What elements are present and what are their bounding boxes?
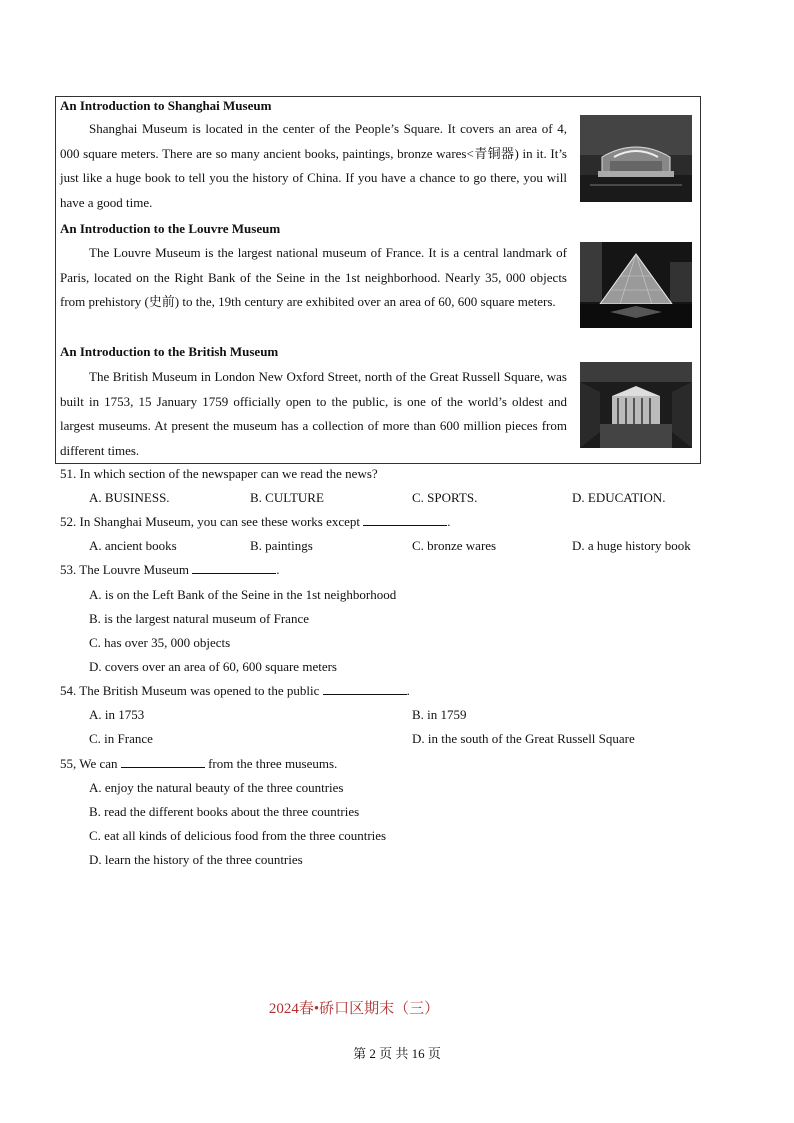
q51-option-c[interactable]: C. SPORTS.	[412, 490, 478, 505]
q53-option-b[interactable]: B. is the largest natural museum of France	[89, 611, 309, 626]
q53-stem-end: .	[276, 562, 280, 577]
question-53-stem	[60, 562, 280, 578]
q55-option-a[interactable]: A. enjoy the natural beauty of the three countries	[89, 780, 344, 795]
q54-option-a[interactable]: A. in 1753	[89, 707, 145, 722]
section-title-louvre: An Introduction to the Louvre Museum	[60, 221, 281, 236]
question-54-stem	[60, 683, 410, 699]
question-51-stem: 51. In which section of the newspaper can we read the news?	[60, 466, 378, 481]
q54-stem-end: .	[406, 683, 410, 698]
q52-option-a[interactable]: A. ancient books	[89, 538, 177, 553]
q51-option-d[interactable]: D. EDUCATION.	[572, 490, 666, 505]
q55-answer-blank[interactable]	[121, 757, 205, 768]
q53-stem-text: 53. The Louvre Museum	[60, 562, 190, 577]
q53-option-d[interactable]: D. covers over an area of 60, 600 square meters	[89, 659, 337, 674]
q54-option-b[interactable]: B. in 1759	[412, 707, 467, 722]
q54-stem-text: 54. The British Museum was opened to the public	[60, 683, 320, 698]
section-title-shanghai: An Introduction to Shanghai Museum	[60, 98, 272, 113]
section-text-louvre: The Louvre Museum is the largest national museum of France. It is a central landmark of Paris, located on the Right Bank of the Seine in the 1st neighborhood. Nearly 35, 000 objects from prehistory (史前) to the, 19th century are exhibited over an area of 60, 600 square meters.	[60, 245, 567, 309]
question-55-stem	[60, 756, 337, 772]
section-title-british: An Introduction to the British Museum	[60, 344, 279, 359]
question-52-stem	[60, 514, 451, 530]
q51-option-a[interactable]: A. BUSINESS.	[89, 490, 170, 505]
q53-option-a[interactable]: A. is on the Left Bank of the Seine in the 1st neighborhood	[89, 587, 397, 602]
passage-box	[55, 96, 701, 464]
q52-option-c[interactable]: C. bronze wares	[412, 538, 497, 553]
british-museum-photo	[580, 362, 692, 448]
q55-option-c[interactable]: C. eat all kinds of delicious food from the three countries	[89, 828, 387, 843]
q55-option-b[interactable]: B. read the different books about the three countries	[89, 804, 360, 819]
q52-stem-end: .	[447, 514, 451, 529]
q52-answer-blank[interactable]	[363, 515, 447, 526]
q51-option-b[interactable]: B. CULTURE	[250, 490, 324, 505]
q53-option-c[interactable]: C. has over 35, 000 objects	[89, 635, 231, 650]
q52-stem-text: 52. In Shanghai Museum, you can see these works except	[60, 514, 361, 529]
section-text-british: The British Museum in London New Oxford Street, north of the Great Russell Square, was built in 1753, 15 January 1759 officially open to the public, is one of the world’s oldest and largest museums. At present the museum has a collection of more than 600 million pieces from different times.	[60, 369, 567, 458]
q54-answer-blank[interactable]	[323, 684, 407, 695]
section-text-shanghai: Shanghai Museum is located in the center of the People’s Square. It covers an area of 4, 000 square meters. There are so many ancient books, paintings, bronze wares<青铜器) in it. It’s just like a huge book to tell you the history of China. If you have a chance to go there, you will have a good time.	[60, 121, 567, 210]
shanghai-museum-photo	[580, 115, 692, 202]
q54-option-c[interactable]: C. in France	[89, 731, 153, 746]
q54-option-d[interactable]: D. in the south of the Great Russell Square	[412, 731, 635, 746]
q55-option-d[interactable]: D. learn the history of the three countries	[89, 852, 303, 867]
q52-option-d[interactable]: D. a huge history book	[572, 538, 691, 553]
louvre-pyramid-photo	[580, 242, 692, 328]
q53-answer-blank[interactable]	[192, 563, 276, 574]
exam-title: 2024春•硚口区期末（三）	[268, 1001, 440, 1017]
q55-stem-text: 55, We can	[60, 756, 118, 771]
page-number: 第 2 页 共 16 页	[353, 1046, 441, 1061]
q52-option-b[interactable]: B. paintings	[250, 538, 313, 553]
q55-stem-end: from the three museums.	[208, 756, 338, 771]
